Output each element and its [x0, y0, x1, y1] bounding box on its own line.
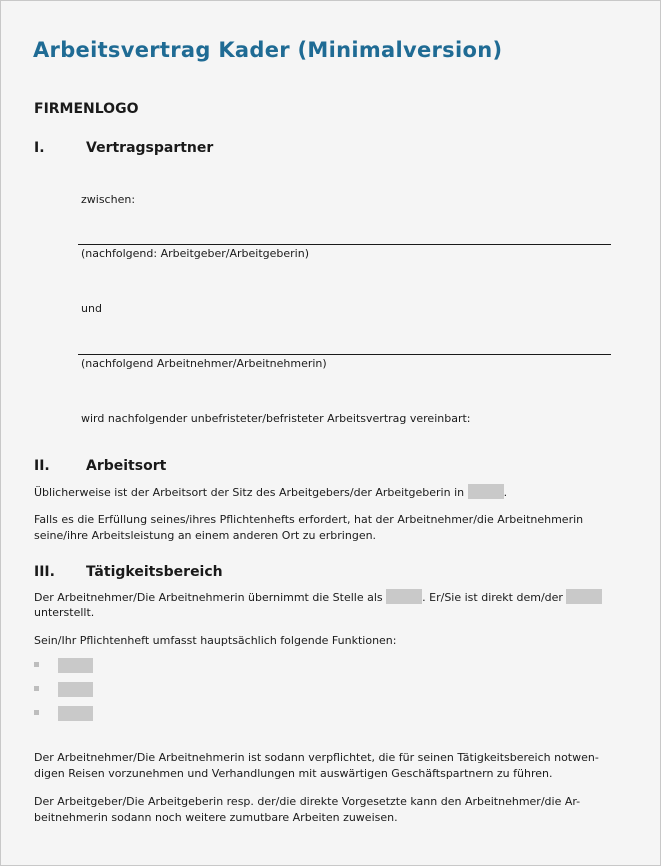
- activity-paragraph-1-line-1: [34, 589, 602, 606]
- bullet-icon: [34, 710, 39, 715]
- supervisor-field[interactable]: [566, 589, 602, 604]
- and-label: und: [81, 302, 102, 315]
- bullet-icon: [34, 662, 39, 667]
- employee-caption: (nachfolgend Arbeitnehmer/Arbeitnehmerin): [81, 357, 327, 370]
- other-duties-paragraph-line-1: Der Arbeitgeber/Die Arbeitgeberin resp. der/die direkte Vorgesetzte kann den Arbeitnehmer/die Ar-: [34, 795, 581, 808]
- workplace-paragraph-2-line-1: Falls es die Erfüllung seines/ihres Pflichtenhefts erfordert, hat der Arbeitnehmer/die Arbeitnehmerin: [34, 513, 584, 526]
- duty-field-1[interactable]: [58, 658, 93, 673]
- position-text: Der Arbeitnehmer/Die Arbeitnehmerin übernimmt die Stelle als: [34, 591, 383, 604]
- between-label: zwischen:: [81, 193, 136, 206]
- position-field[interactable]: [386, 589, 422, 604]
- workplace-paragraph-2-line-2: seine/ihre Arbeitsleistung an einem anderen Ort zu erbringen.: [34, 529, 377, 542]
- travel-paragraph-line-1: Der Arbeitnehmer/Die Arbeitnehmerin ist sodann verpflichtet, die für seinen Tätigkeitsbereich notwen-: [34, 751, 599, 764]
- section-3-number: III.: [34, 564, 55, 580]
- agreement-text: wird nachfolgender unbefristeter/befristeter Arbeitsvertrag vereinbart:: [81, 412, 471, 425]
- section-2-title: Arbeitsort: [86, 458, 167, 474]
- travel-paragraph-line-2: digen Reisen vorzunehmen und Verhandlungen mit auswärtigen Geschäftspartnern zu führen.: [34, 767, 553, 780]
- duty-field-3[interactable]: [58, 706, 93, 721]
- employer-signature-line[interactable]: [78, 244, 611, 245]
- workplace-paragraph-1: [34, 484, 507, 501]
- document-title: Arbeitsvertrag Kader (Minimalversion): [33, 38, 503, 62]
- workplace-text: Üblicherweise ist der Arbeitsort der Sitz des Arbeitgebers/der Arbeitgeberin in: [34, 486, 465, 499]
- bullet-icon: [34, 686, 39, 691]
- section-1-title: Vertragspartner: [86, 140, 214, 156]
- section-1-number: I.: [34, 140, 45, 156]
- activity-paragraph-1-line-2: unterstellt.: [34, 606, 95, 619]
- supervisor-text: . Er/Sie ist direkt dem/der: [422, 591, 563, 604]
- employer-caption: (nachfolgend: Arbeitgeber/Arbeitgeberin): [81, 247, 309, 260]
- workplace-city-field[interactable]: [468, 484, 504, 499]
- workplace-period: .: [503, 486, 508, 499]
- section-3-title: Tätigkeitsbereich: [86, 564, 223, 580]
- section-2-number: II.: [34, 458, 50, 474]
- company-logo-placeholder: FIRMENLOGO: [34, 101, 139, 117]
- other-duties-paragraph-line-2: beitnehmerin sodann noch weitere zumutbare Arbeiten zuweisen.: [34, 811, 398, 824]
- duties-intro: Sein/Ihr Pflichtenheft umfasst hauptsächlich folgende Funktionen:: [34, 634, 397, 647]
- employee-signature-line[interactable]: [78, 354, 611, 355]
- duty-field-2[interactable]: [58, 682, 93, 697]
